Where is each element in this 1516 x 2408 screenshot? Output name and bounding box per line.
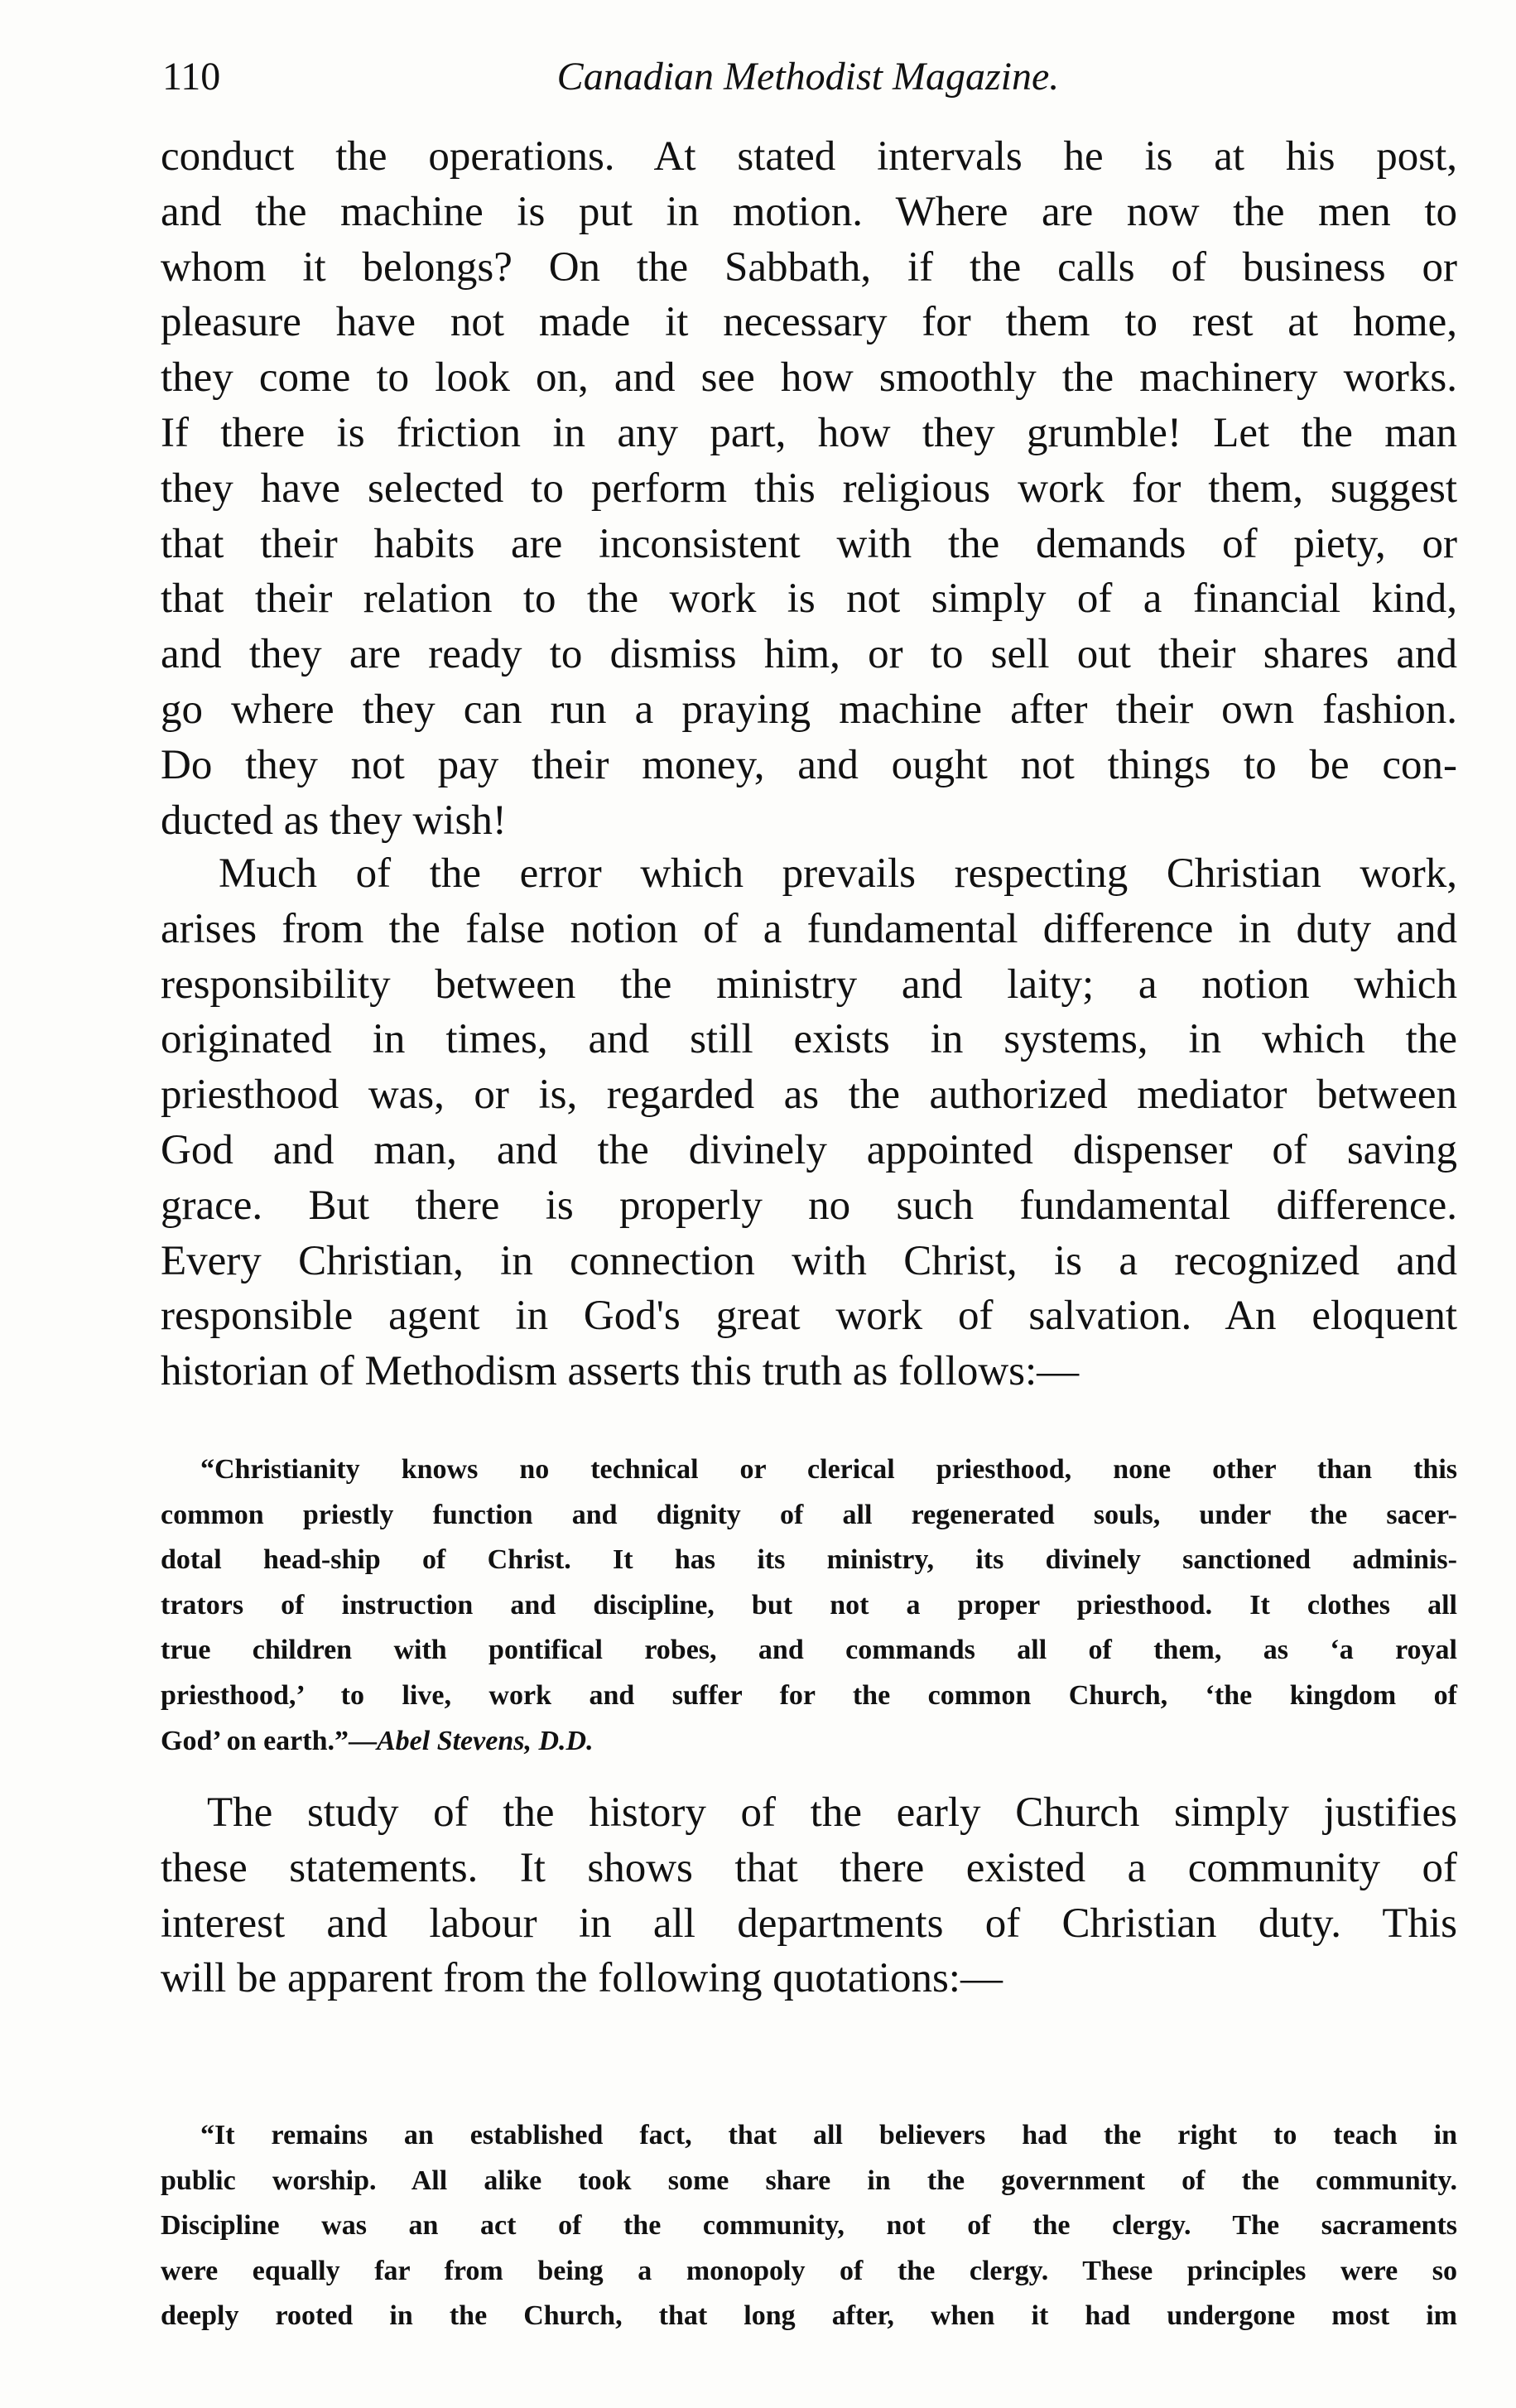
text-line: Every Christian, in connection with Christ, is a recognized and — [161, 1237, 1457, 1284]
quote-attribution: Abel Stevens, D.D. — [376, 1725, 594, 1756]
running-head — [162, 40, 1454, 114]
quote-line: common priestly function and dignity of all regenerated souls, under the sacer- — [161, 1499, 1457, 1530]
quote-line-text: God’ on earth.”— — [161, 1725, 377, 1756]
quote-line: dotal head-ship of Christ. It has its ministry, its divinely sanctioned adminis- — [161, 1544, 1457, 1576]
quote-line: true children with pontifical robes, and commands all of them, as ‘a royal — [161, 1635, 1457, 1666]
paragraph-praying-machine — [161, 129, 1457, 848]
quote-line-with-attribution — [161, 1719, 1457, 1765]
paragraph-early-church — [161, 1785, 1457, 2006]
text-line: responsible agent in God's great work of salvation. An eloquent — [161, 1293, 1457, 1340]
quote-line: “Christianity knows no technical or clerical priesthood, none other than this — [200, 1454, 1457, 1485]
text-line: historian of Methodism asserts this truth as follows:— — [161, 1348, 1080, 1395]
quote-line: deeply rooted in the Church, that long after, when it had undergone most im — [161, 2300, 1457, 2332]
text-line: and they are ready to dismiss him, or to sell out their shares and — [161, 631, 1457, 678]
text-line: originated in times, and still exists in systems, in which the — [161, 1016, 1457, 1063]
page-number: 110 — [162, 55, 221, 99]
text-line: ducted as they wish! — [161, 797, 507, 844]
quote-line: Discipline was an act of the community, not of the clergy. The sacraments — [161, 2210, 1457, 2242]
quotation-stevens — [161, 1447, 1457, 1764]
text-line: Much of the error which prevails respecting Christian work, — [219, 850, 1457, 897]
text-line: conduct the operations. At stated intervals he is at his post, — [161, 133, 1457, 180]
text-line: If there is friction in any part, how they grumble! Let the man — [161, 409, 1457, 456]
text-line: responsibility between the ministry and laity; a notion which — [161, 961, 1457, 1008]
text-line: priesthood was, or is, regarded as the authorized mediator between — [161, 1072, 1457, 1119]
text-line: grace. But there is properly no such fundamental difference. — [161, 1182, 1457, 1229]
text-line: that their habits are inconsistent with the demands of piety, or — [161, 520, 1457, 567]
text-line: Do they not pay their money, and ought not things to be con- — [161, 741, 1457, 788]
magazine-title: Canadian Methodist Magazine. — [556, 55, 1060, 99]
text-line: they have selected to perform this religious work for them, suggest — [161, 465, 1457, 512]
quotation-believers — [161, 2113, 1457, 2339]
quote-line: were equally far from being a monopoly of the clergy. These principles were so — [161, 2255, 1457, 2286]
text-line: and the machine is put in motion. Where are now the men to — [161, 188, 1457, 235]
text-line: The study of the history of the early Church simply justifies — [207, 1789, 1457, 1836]
text-line: arises from the false notion of a fundamental difference in duty and — [161, 905, 1457, 952]
text-line: they come to look on, and see how smoothly the machinery works. — [161, 354, 1457, 402]
quote-line: public worship. All alike took some share in the government of the community. — [161, 2165, 1457, 2196]
text-line: whom it belongs? On the Sabbath, if the calls of business or — [161, 243, 1457, 291]
text-line: that their relation to the work is not simply of a financial kind, — [161, 576, 1457, 623]
quote-line: priesthood,’ to live, work and suffer for the common Church, ‘the kingdom of — [161, 1679, 1457, 1711]
text-line: interest and labour in all departments of Christian duty. This — [161, 1900, 1457, 1947]
text-line: pleasure have not made it necessary for them to rest at home, — [161, 299, 1457, 346]
paragraph-ministry-and-laity — [161, 846, 1457, 1399]
text-line: go where they can run a praying machine after their own fashion. — [161, 686, 1457, 733]
text-line: God and man, and the divinely appointed dispenser of saving — [161, 1126, 1457, 1173]
text-line: these statements. It shows that there existed a community of — [161, 1844, 1457, 1891]
quote-line: “It remains an established fact, that all believers had the right to teach in — [200, 2120, 1457, 2150]
quote-line: trators of instruction and discipline, but not a proper priesthood. It clothes all — [161, 1589, 1457, 1621]
text-line: will be apparent from the following quotations:— — [161, 1955, 1003, 2002]
